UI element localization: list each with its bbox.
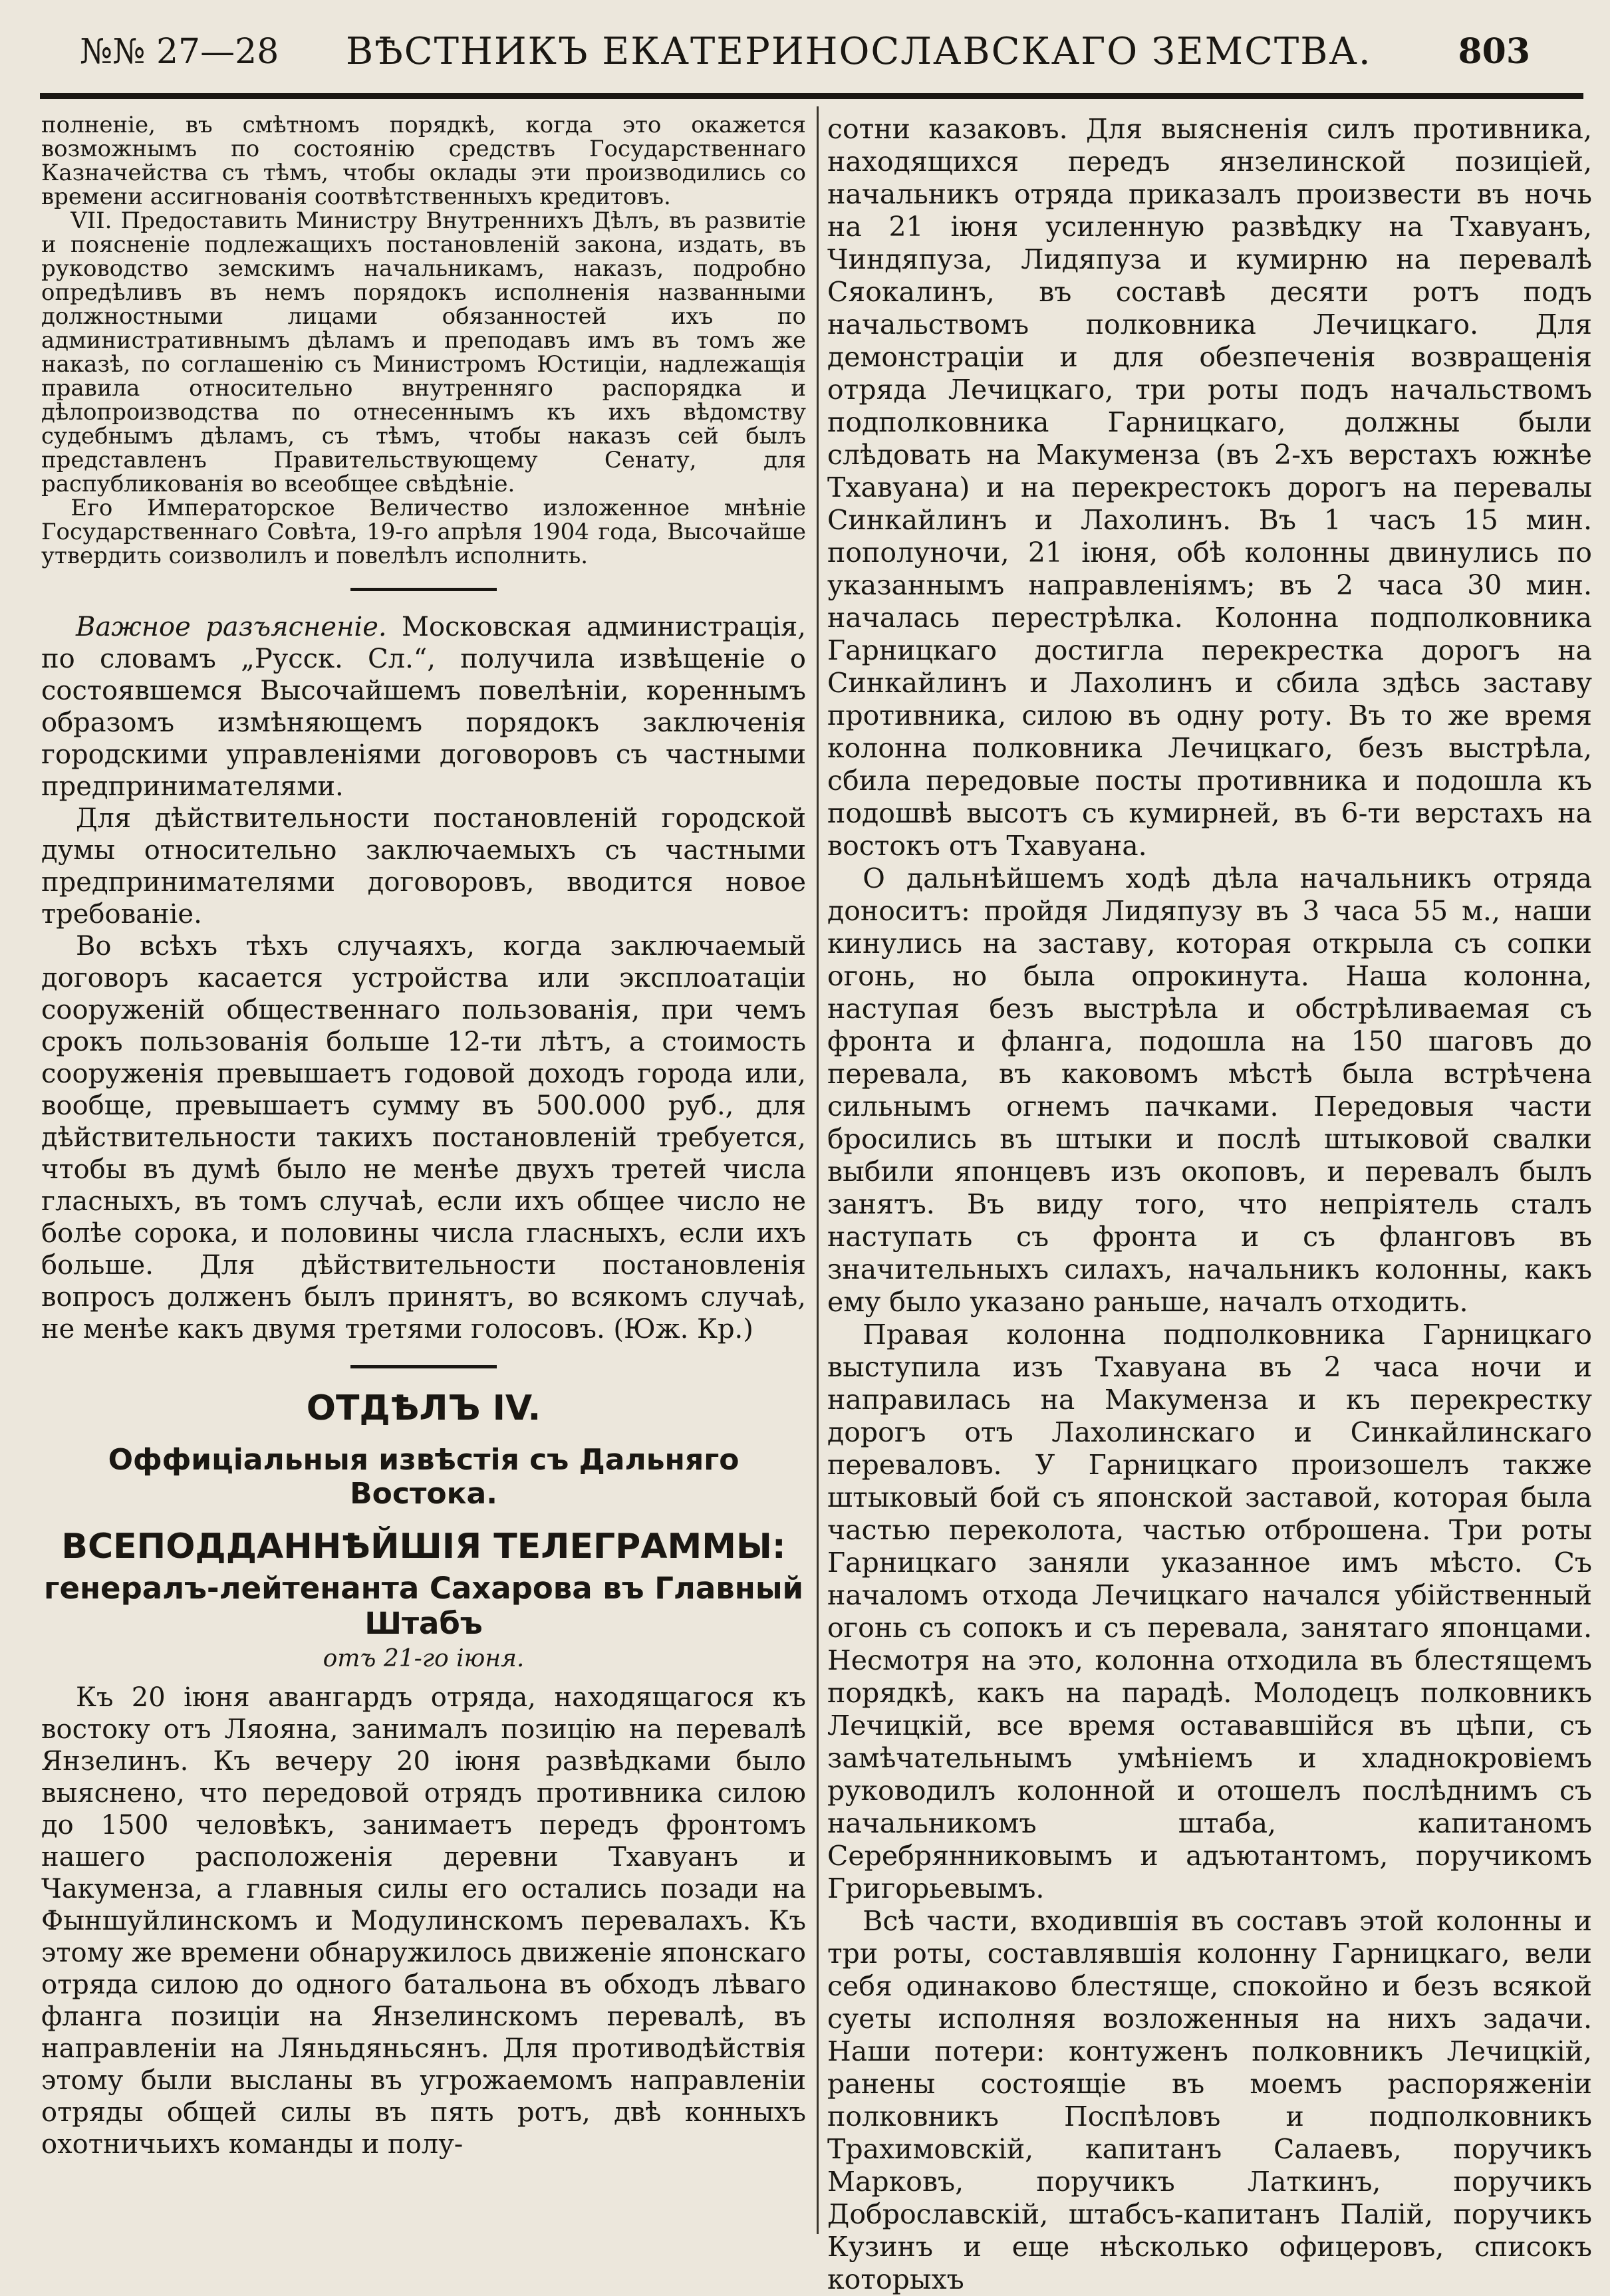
telegram-date: отъ 21-го іюня. (323, 1645, 525, 1672)
text-paragraph: Его Императорское Величество изложенное мнѣніе Государственнаго Совѣта, 19-го апрѣля 1904 года, Высочайше утвердить соизволилъ и повелѣлъ исполнить. (41, 495, 806, 569)
text-paragraph: Во всѣхъ тѣхъ случаяхъ, когда заключаемый договоръ касается устройства или эксплоатаціи сооруженій общественнаго пользованія, при чемъ срокъ пользованія больше 12-ти лѣтъ, а стоимость сооруженія превышаетъ годовой доходъ города или, вообще, превышаетъ сумму въ 500.000 руб., для дѣйствительности такихъ постановленій требуется, чтобы въ думѣ было не менѣе двухъ третей числа гласныхъ, въ томъ случаѣ, если ихъ общее число не болѣе сорока, и половины числа гласныхъ, если ихъ больше. Для дѣйствительности постановленія вопросъ долженъ былъ принятъ, во всякомъ случаѣ, не менѣе какъ двумя третями голосовъ. (Юж. Кр.) (41, 931, 806, 1344)
section-heading: ОТДѢЛЪ IV. (306, 1388, 541, 1428)
column-divider (817, 106, 819, 2234)
page-header (67, 19, 1543, 85)
text-paragraph: Правая колонна подполковника Гарницкаго выступила изъ Тхавуана въ 2 часа ночи и направилась на Макуменза и къ перекрестку дорогъ отъ Лахолинскаго и Синкайлинскаго переваловъ. У Гарницкаго произошелъ также штыковый бой съ японской заставой, которая была частью переколота, частью отброшена. Три роты Гарницкаго заняли указанное имъ мѣсто. Съ началомъ отхода Лечицкаго начался убійственный огонь съ сопокъ и съ перевала, занятаго японцами. Несмотря на это, колонна отходила въ блестящемъ порядкѣ, какъ на парадѣ. Молодецъ полковникъ Лечицкій, все время остававшійся въ цѣпи, съ замѣчательнымъ умѣніемъ и хладнокровіемъ руководилъ колонной и отошелъ послѣднимъ съ начальникомъ штаба, капитаномъ Серебрянниковымъ и адъютантомъ, поручикомъ Григорьевымъ. (827, 1319, 1592, 1904)
text-paragraph: О дальнѣйшемъ ходѣ дѣла начальникъ отряда доноситъ: пройдя Лидяпузу въ 3 часа 55 м., наши кинулись на заставу, которая открыла съ сопки огонь, но была опрокинута. Наша колонна, наступая безъ выстрѣла и обстрѣливаемая съ фронта и фланга, подошла на 150 шаговъ до перевала, въ каковомъ мѣстѣ была встрѣчена сильнымъ огнемъ пачками. Передовыя части бросились въ штыки и послѣ штыковой свалки выбили японцевъ изъ окоповъ, и перевалъ былъ занятъ. Въ виду того, что непріятель сталъ наступать съ фронта и съ фланговъ въ значительныхъ силахъ, начальникъ колонны, какъ ему было указано раньше, началъ отходить. (827, 862, 1592, 1318)
text-paragraph: Всѣ части, входившія въ составъ этой колонны и три роты, составлявшія колонну Гарницкаго, вели себя одинаково блестяще, спокойно и безъ всякой суеты исполняя возложенныя на нихъ задачи. Наши потери: контуженъ полковникъ Лечицкій, ранены состоящіе въ моемъ распоряженіи полковникъ Поспѣловъ и подполковникъ Трахимовскій, капитанъ Салаевъ, поручикъ Марковъ, поручикъ Латкинъ, поручикъ Доброславскій, штабсъ-капитанъ Палій, поручикъ Кузинъ и еще нѣсколько офицеровъ, списокъ которыхъ (827, 1905, 1592, 2295)
text-paragraph: сотни казаковъ. Для выясненія силъ противника, находящихся передъ янзелинской позиціей, начальникъ отряда приказалъ произвести въ ночь на 21 іюня усиленную развѣдку на Тхавуанъ, Чиндяпуза, Лидяпуза и кумирню на перевалѣ Сяокалинъ, въ составѣ десяти ротъ подъ начальствомъ полковника Лечицкаго. Для демонстраціи и для обезпеченія возвращенія отряда Лечицкаго, три роты подъ начальствомъ подполковника Гарницкаго, должны были слѣдовать на Макуменза (въ 2-хъ верстахъ южнѣе Тхавуана) и на перекрестокъ дорогъ на перевалы Синкайлинъ и Лахолинъ. Въ 1 часъ 15 мин. пополуночи, 21 іюня, обѣ колонны двинулись по указаннымъ направленіямъ; въ 2 часа 30 мин. началась перестрѣлка. Колонна подполковника Гарницкаго достигла перекрестка дорогъ на Синкайлинъ и Лахолинъ и сбила здѣсь заставу противника, силою въ одну роту. Въ то же время колонна полковника Лечицкаго, безъ выстрѣла, сбила передовые посты противника и подошла къ подошвѣ высотъ съ кумирней, въ 6-ти верстахъ на востокъ отъ Тхавуана. (827, 113, 1592, 862)
left-column (41, 113, 806, 2231)
section-divider (350, 588, 497, 591)
telegram-heading: ВСЕПОДДАННѢЙШІЯ ТЕЛЕГРАММЫ: (61, 1527, 786, 1567)
telegram-subheading: генералъ-лейтенанта Сахарова въ Главный Штабъ (43, 1571, 804, 1641)
journal-title: ВѢСТНИКЪ ЕКАТЕРИНОСЛАВСКАГО ЗЕМСТВА. (346, 30, 1372, 73)
header-rule (40, 93, 1583, 99)
note-lead: Важное разъясненіе. (76, 612, 387, 642)
note-paragraph (41, 611, 806, 803)
text-paragraph: Для дѣйствительности постановленій городской думы относительно заключаемыхъ съ частными предпринимателями договоровъ, вводится новое требованіе. (41, 803, 806, 930)
page-number: 803 (1458, 31, 1530, 72)
section-divider (350, 1365, 497, 1368)
section-subheading: Оффиціальныя извѣстія съ Дальняго Востока. (108, 1443, 739, 1511)
note-text: Московская администрація, по словамъ „Русск. Сл.“, получила извѣщеніе о состоявшемся Высочайшемъ повелѣніи, кореннымъ образомъ измѣняющемъ порядокъ заключенія городскими управленіями договоровъ съ частными предпринимателями. (41, 612, 807, 802)
issue-number: №№ 27—28 (80, 32, 279, 72)
right-column (827, 113, 1592, 2295)
text-paragraph: полненіе, въ смѣтномъ порядкѣ, когда это окажется возможнымъ по состоянію средствъ Государственнаго Казначейства съ тѣмъ, чтобы оклады эти производились со времени ассигнованія соотвѣтственныхъ кредитовъ. (41, 112, 806, 210)
telegram-text: Къ 20 іюня авангардъ отряда, находящагося къ востоку отъ Ляояна, занималъ позицію на перевалѣ Янзелинъ. Къ вечеру 20 іюня развѣдками было выяснено, что передовой отрядъ противника силою до 1500 человѣкъ, занимаетъ передъ фронтомъ нашего расположенія деревни Тхавуанъ и Чакуменза, а главныя силы его остались позади на Фыншуйлинскомъ и Модулинскомъ перевалахъ. Къ этому же времени обнаружилось движеніе японскаго отряда силою до одного батальона въ обходъ лѣваго фланга позиціи на Янзелинскомъ перевалѣ, въ направленіи на Ляньдяньсянъ. Для противодѣйствія этому были высланы въ угрожаемомъ направленіи отряды общей силы въ пять ротъ, двѣ конныхъ охотничьихъ команды и полу- (41, 1682, 806, 2160)
text-paragraph: VII. Предоставить Министру Внутреннихъ Дѣлъ, въ развитіе и поясненіе подлежащихъ постановленій закона, издать, въ руководство земскимъ начальникамъ, наказъ, подробно опредѣливъ въ немъ порядокъ исполненія названными должностными лицами обязанностей ихъ по административнымъ дѣламъ и преподавъ имъ въ томъ же наказѣ, по соглашенію съ Министромъ Юстиціи, надлежащія правила относительно внутренняго распорядка и дѣлопроизводства по отнесеннымъ къ ихъ вѣдомству судебнымъ дѣламъ, съ тѣмъ, чтобы наказъ сей былъ представленъ Правительствующему Сенату, для распубликованія во всеобщее свѣдѣніе. (41, 207, 806, 497)
